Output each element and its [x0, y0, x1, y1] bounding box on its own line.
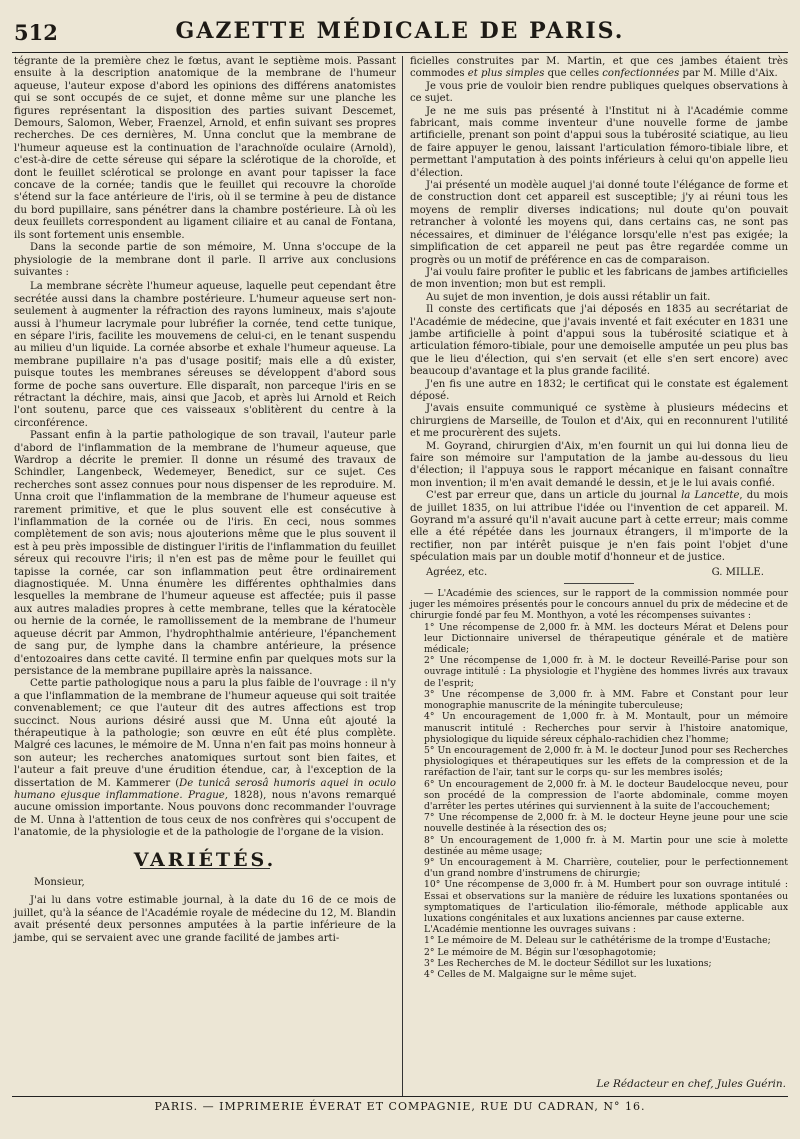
mention-intro: L'Académie mentionne les ouvrages suivans :	[424, 924, 636, 936]
award-item: 5° Un encouragement de 2,000 fr. à M. le docteur Junod pour ses Recherches physiologiques et thérapeutiques sur les effets de la compression et de la raréfaction de l'air, tant sur le corps qu- sur les membres isolés;	[424, 744, 788, 779]
header-rule	[12, 52, 788, 53]
paragraph: Au sujet de mon invention, je dois aussi rétablir un fait.	[426, 291, 711, 303]
mention-item: 3° Les Recherches de M. le docteur Sédillot sur les luxations;	[424, 957, 712, 969]
masthead	[0, 14, 800, 48]
paragraph: La membrane sécrète l'humeur aqueuse, laquelle peut cependant être secrétée aussi dans la chambre postérieure. L'humeur aqueuse sert non-seulement à augmenter la réfraction des rayons lumineux, mais s'ajoute aussi à l'humeur lacrymale pour lubréfier la cornée, tend cette tunique, en sépare l'iris, facilite les mouvemens de celui-ci, en le tenant suspendu au milieu d'un liquide. La cornée absorbe et exhale l'humeur aqueuse. La membrane pupillaire n'a pas d'usage positif; mais elle a dû exister, puisque toutes les membranes séreuses se développent d'abord sous forme de poche sans ouverture. Elle disparaît, non parceque l'iris en se rétractant la déchire, mais, ainsi que Jacob, et après lui Arnold et Reich l'ont soutenu, parce que ces vaisseaux s'oblitèrent du centre à la circonférence.	[14, 281, 396, 429]
award-item: 3° Une récompense de 3,000 fr. à MM. Fabre et Constant pour leur monographie manuscrite de la méningite tuberculeuse;	[424, 688, 788, 712]
paragraph: Il conste des certificats que j'ai déposés en 1835 au secrétariat de l'Académie de médecine, que j'avais inventé et fait exécuter en 1831 une jambe artificielle à point d'appui sous la tubérosité sciatique et à articulation fémoro-tibiale, pour une demoiselle amputée un peu plus bas que le lieu d'élection, qui s'en servait (et elle s'en sert encore) avec beaucoup d'avantage et la plus grande facilité.	[410, 304, 788, 378]
letter-closing	[410, 567, 788, 579]
signature: G. MILLE.	[711, 566, 764, 578]
paragraph: Je ne me suis pas présenté à l'Institut ni à l'Académie comme fabricant, mais comme inventeur d'une nouvelle forme de jambe artificielle, prenant son point d'appui sous la tubérosité sciatique, au lieu de faire appuyer le genou, laissant l'articulation fémoro-tibiale libre, et permettant l'amputation à des points inférieurs à celui qu'on appelle lieu d'élection.	[410, 105, 788, 179]
mention-item: 2° Le mémoire de M. Bégin sur l'œsophagotomie;	[424, 946, 657, 958]
mention-item: 4° Celles de M. Malgaigne sur le même sujet.	[424, 968, 637, 980]
paragraph	[410, 490, 788, 564]
paragraph: J'avais ensuite communiqué ce système à plusieurs médecins et chirurgiens de Marseille, de Toulon et d'Aix, qui en reconnurent l'utilité et me procurèrent des sujets.	[410, 403, 788, 440]
left-column	[14, 56, 396, 945]
award-item: 7° Une récompense de 2,000 fr. à M. le docteur Heyne jeune pour une scie nouvelle destinée à la résection des os;	[424, 812, 788, 835]
text: , du mois de juillet 1835, on lui attribue l'idée ou l'invention de cet appareil. M. Goyrand m'a assuré qu'il n'avait aucune part à cette erreur; mais comme elle a été répétée dans les journaux étrangers, il m'importe de la rectifier, non par intérêt puisque je n'en fais point l'objet d'une spéculation mais par un double motif d'honneur et de justice.	[410, 490, 789, 564]
footer-rule	[12, 1096, 788, 1097]
right-column	[410, 56, 788, 980]
journal-title: GAZETTE MÉDICALE DE PARIS.	[175, 18, 625, 44]
section-title-varietes	[14, 848, 396, 871]
award-item: 9° Un encouragement à M. Charrière, coutelier, pour le perfectionnement d'un grand nombre d'instrumens de chirurgie;	[424, 856, 788, 880]
paragraph: Dans la seconde partie de son mémoire, M. Unna s'occupe de la physiologie de la membrane dont il parle. Il arrive aux conclusions suivantes :	[14, 242, 396, 278]
column-divider	[402, 56, 403, 1096]
paragraph	[410, 56, 788, 81]
award-item: 10° Une récompense de 3,000 fr. à M. Humbert pour son ouvrage intitulé : Essai et observations sur la manière de réduire les luxations spontanées ou symptomatiques de l'articulation ilio-fémorale, méthode applicable aux luxations congénitales et aux luxations anciennes par cause externe.	[424, 879, 788, 924]
award-item: 6° Un encouragement de 2,000 fr. à M. le docteur Baudelocque neveu, pour son procédé de la compression de l'aorte abdominale, comme moyen d'arrêter les pertes utérines qui surviennent à la suite de l'accouchement;	[424, 778, 788, 812]
text: Cette partie pathologique nous a paru la plus faible de l'ouvrage : il n'y a que l'inflammation de la membrane de l'humeur aqueuse qui soit traitée convenablement; ce que l'auteur dit des autres affections est trop succinct. Nous aurions désiré aussi que M. Unna eût ajouté la thérapeutique à la pathologie; son œuvre en eût été plus complète. Malgré ces lacunes, le mémoire de M. Unna n'en fait pas moins honneur à son auteur; les recherches anatomiques surtout sont bien faites, et l'auteur a fait preuve d'une érudition étendue, car, à l'exception de la dissertation de M. Kammerer (	[14, 678, 396, 789]
text: 1828), nous n'avons remarqué aucune omission importante. Nous pouvons donc recommander l'ouvrage de M. Unna à l'attention de tous ceux de nos confrères qui s'occupent de l'anatomie, de la physiologie et de la pathologie de l'organe de la vision.	[14, 789, 396, 839]
paragraph: Je vous prie de vouloir bien rendre publiques quelques observations à ce sujet.	[410, 80, 788, 105]
section-title-text: VARIÉTÉS.	[133, 848, 277, 871]
text: par M. Mille d'Aix.	[679, 68, 778, 80]
award-item: 1° Une récompense de 2,000 fr. à MM. les docteurs Mérat et Delens pour leur Dictionnaire universel de thérapeutique générale et de matière médicale;	[424, 621, 788, 656]
paragraph	[14, 678, 396, 839]
award-item: 4° Un encouragement de 1,000 fr. à M. Montault, pour un mémoire manuscrit intitulé : Recherches pour servir à l'histoire anatomique, physiologique du liquide séreux céphalo-rachidien chez l'homme;	[424, 711, 788, 745]
paragraph: tégrante de la première chez le fœtus, avant le septième mois. Passant ensuite à la description anatomique de la membrane de l'humeur aqueuse, l'auteur expose d'abord les opinions des différens anatomistes qui se sont occupés de ce sujet, et donne même sur une planche les figures représentant la disposition des parties suivant Descemet, Demours, Salomon, Weber, Fraenzel, Arnold, et enfin suivant ses propres recherches. De ces dernières, M. Unna conclut que la membrane de l'humeur aqueuse est la continuation de l'arachnoïde oculaire (Arnold), c'est-à-dire de cette séreuse qui sépare la sclérotique de la choroïde, et dont le feuillet sclérotical se prolonge en avant pour tapisser la face concave de la cornée; tandis que le feuillet qui recouvre la choroïde s'étend sur la face antérieure de l'iris, où il se termine à peu de distance du bord pupillaire, sans pénétrer dans la chambre postérieure. Là où les deux feuillets correspondent au ligament ciliaire et au canal de Fontana, ils sont fortement unis ensemble.	[14, 56, 396, 241]
closing-formula: Agréez, etc.	[426, 566, 488, 578]
journal-name: la Lancette	[681, 490, 740, 502]
printer-imprint: PARIS. — IMPRIMERIE ÉVERAT ET COMPAGNIE, RUE DU CADRAN, N° 16.	[154, 1100, 646, 1113]
mention-item: 1° Le mémoire de M. Deleau sur le cathétérisme de la trompe d'Eustache;	[424, 935, 771, 947]
text: ficielles construites par M. Martin, et que ces jambes étaient très commodes	[410, 56, 788, 80]
paragraph: M. Goyrand, chirurgien d'Aix, m'en fournit un qui lui donna lieu de faire son mémoire sur l'amputation de la jambe au-dessous du lieu d'élection; il l'appuya sous le rapport mécanique en faisant connaître mon invention; il m'en avait demandé le dessin, et je le lui avais confié.	[410, 440, 788, 489]
award-item: 8° Un encouragement de 1,000 fr. à M. Martin pour une scie à molette destinée au même usage;	[424, 834, 788, 857]
latin-title: De tunicâ serosâ humoris aquei in oculo humano ejusque inflammatione. Prague,	[14, 777, 396, 801]
paragraph: J'ai présenté un modèle auquel j'ai donné toute l'élégance de forme et de construction dont cet appareil est susceptible; j'y ai réuni tous les moyens de remplir diverses indications; nul doute qu'on pouvait retrancher à volonté les moyens qui, dans certains cas, ne sont pas nécessaires, et diminuer de l'élégance lorsqu'elle n'est pas exigée; la simplification de cet appareil ne peut pas être regardée comme un progrès ou un motif de préférence en cas de comparaison.	[410, 180, 788, 266]
salutation: Monsieur,	[34, 877, 85, 888]
news-intro: — L'Académie des sciences, sur le rapport de la commission nommée pour juger les mémoires présentés pour le concours annuel du prix de médecine et de chirurgie fondé par feu M. Monthyon, a voté les récompenses suivantes :	[410, 588, 788, 622]
editor-signature: Le Rédacteur en chef, Jules Guérin.	[596, 1078, 786, 1090]
paragraph: J'en fis une autre en 1832; le certificat qui le constate est également déposé.	[410, 378, 788, 402]
paragraph: Passant enfin à la partie pathologique de son travail, l'auteur parle d'abord de l'inflammation de la membrane de l'humeur aqueuse, que Wardrop a décrite le premier. Il donne un résumé des travaux de Schindler, Langenbeck, Wedemeyer, Benedict, sur ce sujet. Ces recherches sont assez connues pour nous dispenser de les reproduire. M. Unna croit que l'inflammation de la membrane de l'humeur aqueuse est rarement primitive, et que le plus souvent elle est consécutive à l'inflammation de la cornée ou de l'iris. En ceci, nous sommes complètement de son avis; nous ajouterions même que le plus souvent il est à peu près impossible de distinguer l'iritis de l'inflammation du feuillet séreux qui recouvre l'iris; il n'en est pas de même pour le feuillet qui tapisse la cornée, car son inflammation peut être ordinairement diagnostiquée. M. Unna énumère les différentes ophthalmies dans lesquelles la membrane de l'humeur aqueuse est affectée; puis il passe aux autres maladies propres à cette membrane, telles que la kératocèle ou hernie de la cornée, le ramollissement de la membrane de l'humeur aqueuse décrit par Ammon, l'hydrophthalmie antérieure, l'épanchement de sang pur, de lymphe dans la chambre antérieure, la présence d'entozoaires dans cette cavité. Il termine enfin par quelques mots sur la persistance de la membrane pupillaire après la naissance.	[14, 430, 396, 677]
italic-text: confectionnées	[602, 68, 680, 80]
page-number: 512	[14, 20, 58, 45]
text: C'est par erreur que, dans un article du journal	[426, 490, 682, 502]
text: que celles	[544, 68, 603, 80]
award-item: 2° Une récompense de 1,000 fr. à M. le docteur Reveillé-Parise pour son ouvrage intitulé : La physiologie et l'hygiène des hommes livrés aux travaux de l'esprit;	[424, 655, 788, 689]
separator	[564, 583, 634, 584]
paragraph: J'ai voulu faire profiter le public et les fabricans de jambes artificielles de mon invention; mon but est rempli.	[410, 266, 788, 291]
academy-news	[410, 588, 788, 980]
italic-text: et plus simples	[467, 68, 545, 80]
paragraph: J'ai lu dans votre estimable journal, à la date du 16 de ce mois de juillet, qu'à la séance de l'Académie royale de médecine du 12, M. Blandin avait présenté deux personnes amputées à la partie inférieure de la jambe, qui se servaient avec une grande facilité de jambes arti-	[14, 895, 396, 944]
